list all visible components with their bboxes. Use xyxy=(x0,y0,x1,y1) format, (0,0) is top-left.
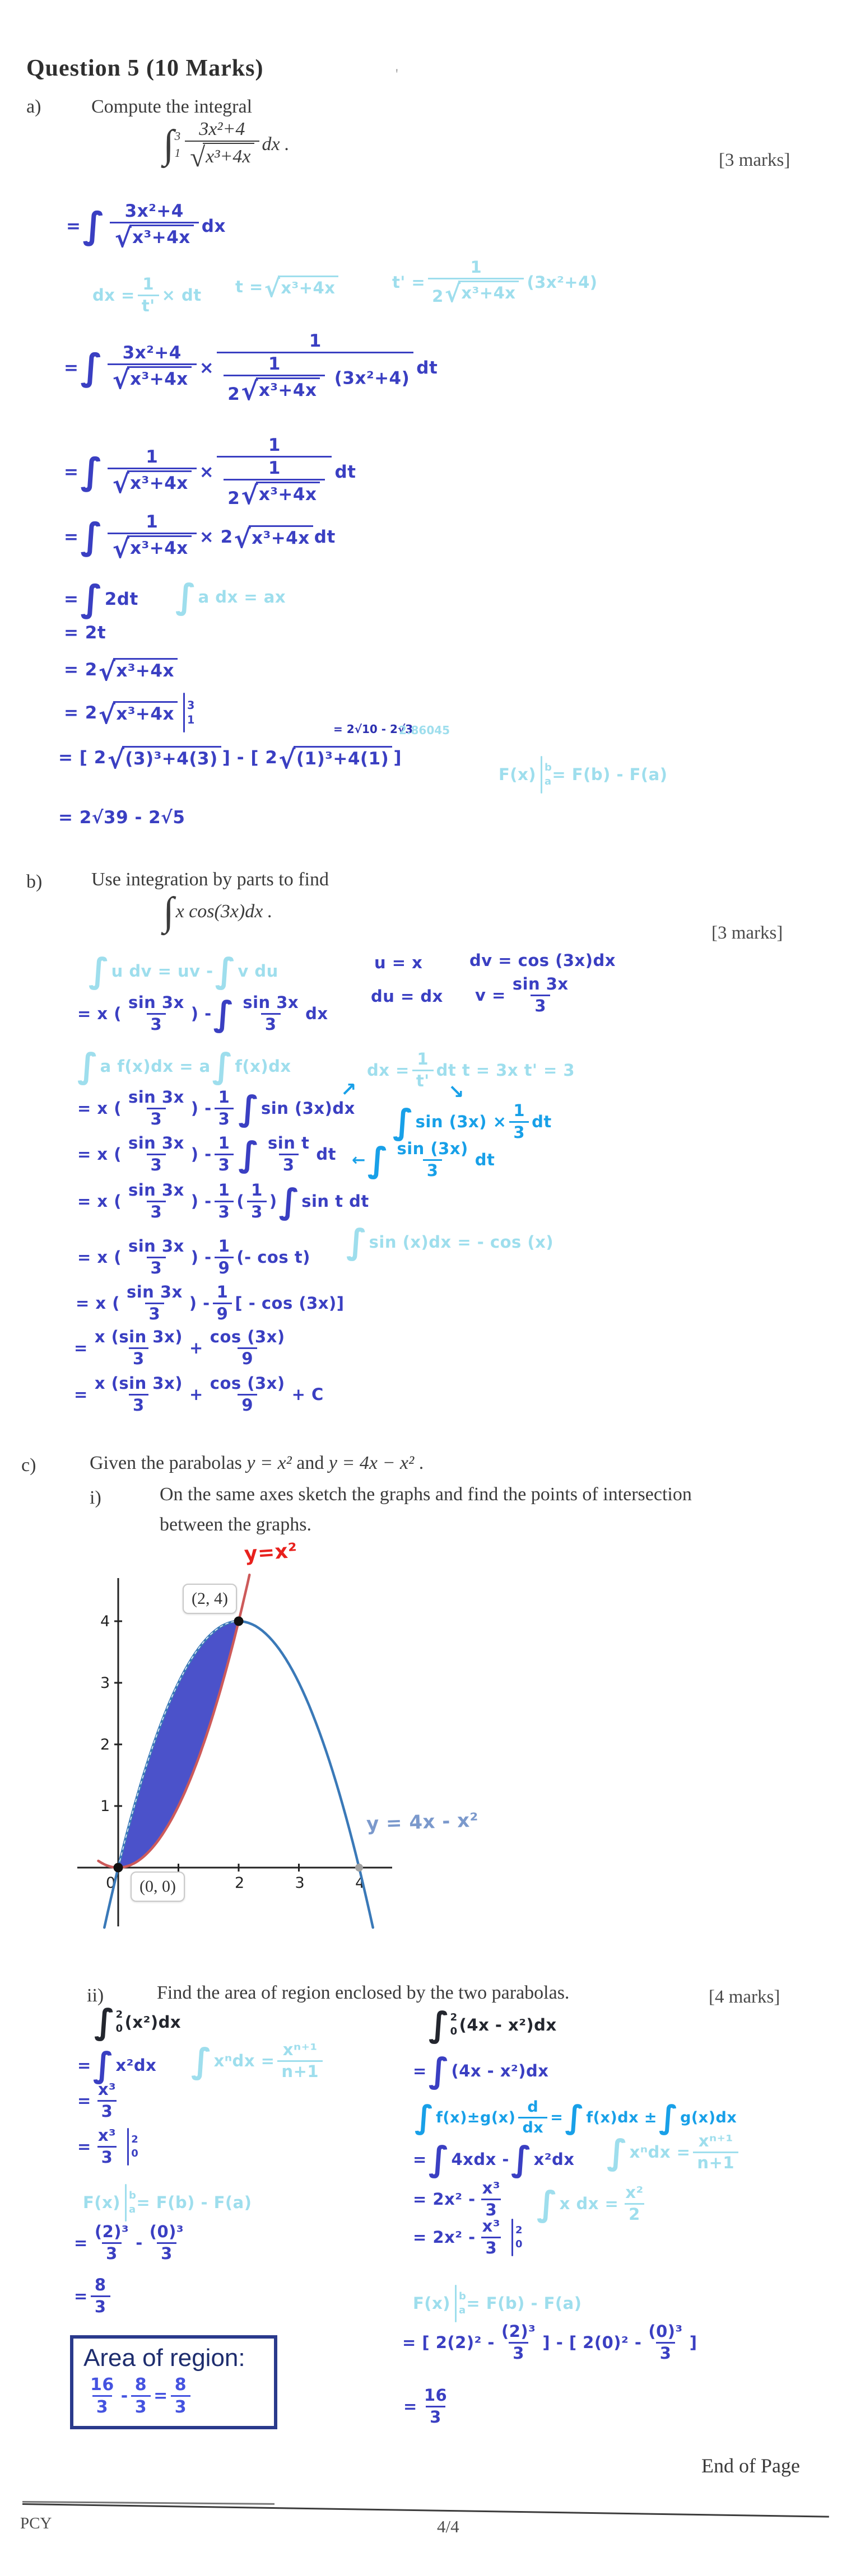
y-tick-label: 3 xyxy=(100,1674,110,1692)
footer-author: PCY xyxy=(20,2514,52,2532)
cii-right-note: F(x) b a = F(b) - F(a) xyxy=(413,2285,582,2322)
scan-artifact: ' xyxy=(396,66,398,82)
b-note-sub: dx = 1 t' dt t = 3x t' = 3 xyxy=(367,1049,575,1090)
y-tick-label: 1 xyxy=(100,1798,110,1815)
part-b-integral: ∫ x cos(3x)dx . xyxy=(163,889,273,934)
cii-right-line: = 2x² - x³ 3 2 0 xyxy=(413,2216,523,2257)
a-work-line: = 2 √ x³+4x xyxy=(64,658,179,682)
part-a-label: a) xyxy=(26,96,41,117)
b-note-ibp: ∫ u dv = uv - ∫ v du xyxy=(89,951,278,991)
a-work-line: = 2 √ x³+4x 3 1 xyxy=(64,693,195,732)
part-c-i-label: i) xyxy=(90,1487,101,1508)
cii-right-line: = 16 3 xyxy=(403,2386,448,2426)
point-label-2-4: (2, 4) xyxy=(183,1584,237,1614)
a-work-line: = [ 2 √ (3)³+4(3) ] - [ 2 √ (1)³+4(1) ] xyxy=(58,744,402,774)
arrow-up-right-icon: ↗ xyxy=(341,1079,357,1101)
point-4-0 xyxy=(355,1864,363,1872)
cii-left-line: = ∫ x²dx xyxy=(77,2045,157,2085)
b-note-const: ∫ a f(x)dx = a ∫ f(x)dx xyxy=(77,1046,291,1086)
a-note-ftc: F(x) b a = F(b) - F(a) xyxy=(499,756,668,794)
a-work-line: = ∫ 1 √ x³+4x × 2 √ x³+4x dt xyxy=(64,512,336,564)
part-c-prompt xyxy=(90,1453,424,1474)
graph-canvas xyxy=(34,1541,538,1933)
cii-right-line: = ∫ (4x - x²)dx xyxy=(413,2051,549,2090)
a-note-decimal: 2.86045 xyxy=(399,724,450,737)
b-work-line: = x ( sin 3x 3 ) - 1 9 (- cos t) xyxy=(77,1236,310,1277)
part-c-ii-marks: [4 marks] xyxy=(709,1987,780,2007)
c-prompt-pre: Given the parabolas xyxy=(90,1453,247,1473)
c-eq1: y = x² xyxy=(246,1453,292,1473)
cii-left-line: = (2)³ 3 - (0)³ 3 xyxy=(74,2222,184,2263)
b-work-line: = x ( sin 3x 3 ) - 1 9 [ - cos (3x)] xyxy=(76,1282,345,1323)
b-work-u: u = x xyxy=(374,953,423,972)
part-a-integral: ∫ 3 1 3x²+4 √ x³+4x dx . xyxy=(163,119,290,172)
cii-right-note: ∫ f(x)±g(x) d dx = ∫ f(x)dx ± ∫ g(x)dx xyxy=(415,2098,737,2136)
b-work-line: = x ( sin 3x 3 ) - 1 3 ( 1 3 ) ∫ sin t dt xyxy=(77,1180,369,1221)
y-tick-label: 4 xyxy=(100,1613,110,1630)
part-a-prompt: Compute the integral xyxy=(91,96,253,117)
part-c-i-text1: On the same axes sketch the graphs and find the points of intersection xyxy=(160,1484,692,1505)
graph-figure xyxy=(34,1541,538,1933)
point-0-0 xyxy=(114,1863,123,1873)
a-note-sub: dx = 1 t' × dt xyxy=(92,274,202,315)
x-tick-label: 3 xyxy=(295,1874,305,1892)
footer-page-number: 4/4 xyxy=(437,2517,459,2536)
cii-right-note: ∫ xⁿdx = xⁿ⁺¹ n+1 xyxy=(605,2132,741,2172)
cii-left-line: ∫ 2 0 (x²)dx xyxy=(94,2002,182,2042)
cii-left-line: = x³ 3 xyxy=(77,2080,117,2121)
b-note-sky1: ∫ sin (3x) × 1 3 dt xyxy=(393,1101,552,1142)
cii-left-note: ∫ xⁿdx = xⁿ⁺¹ n+1 xyxy=(189,2041,325,2081)
a-work-line: = ∫ 3x²+4 √ x³+4x dx xyxy=(66,201,226,254)
a-work-line: = 2t xyxy=(64,623,106,643)
origin-label: 0 xyxy=(106,1874,116,1892)
x-tick-label: 2 xyxy=(235,1874,245,1892)
b-note-sin: ∫ sin (x)dx = - cos (x) xyxy=(346,1222,554,1262)
y-tick-label: 2 xyxy=(100,1736,110,1753)
a-work-line: = ∫ 2dt xyxy=(64,578,138,620)
part-a-marks: [3 marks] xyxy=(719,150,790,170)
x-tick-label: 4 xyxy=(355,1874,365,1892)
a-note-value: = 2√10 - 2√3 xyxy=(333,722,413,736)
arrow-down-right-icon: ↘ xyxy=(448,1081,464,1103)
area-box-title: Area of region: xyxy=(83,2344,245,2372)
area-result-box xyxy=(70,2335,277,2429)
point-label-0-0: (0, 0) xyxy=(131,1872,185,1902)
a-note-t: t = √ x³+4x xyxy=(235,276,339,297)
b-note-sky2: ← ∫ sin (3x) 3 dt xyxy=(352,1139,495,1180)
part-c-ii-label: ii) xyxy=(87,1985,104,2006)
part-b-label: b) xyxy=(26,871,43,892)
b-work-v: v = sin 3x 3 xyxy=(475,974,569,1015)
cii-right-line: = ∫ 4xdx - ∫ x²dx xyxy=(413,2139,575,2179)
cii-left-note: F(x) b a = F(b) - F(a) xyxy=(83,2184,252,2222)
c-and: and xyxy=(291,1453,329,1473)
area-box-math: 16 3 - 8 3 = 8 3 xyxy=(83,2376,274,2416)
b-work-du: du = dx xyxy=(371,987,443,1006)
cii-right-line: ∫ 2 0 (4x - x²)dx xyxy=(429,2005,557,2045)
b-work-line: = x ( sin 3x 3 ) - 1 3 ∫ sin (3x)dx xyxy=(77,1088,355,1128)
a-work-line: = ∫ 1 √ x³+4x × 1 1 2 √ x³+4x dt xyxy=(64,435,356,511)
b-work-line: = x (sin 3x) 3 + cos (3x) 9 + C xyxy=(74,1374,324,1415)
part-c-i-text2: between the graphs. xyxy=(160,1514,311,1535)
b-work-line: = x ( sin 3x 3 ) - ∫ sin 3x 3 dx xyxy=(77,993,328,1034)
a-note-rule: ∫ a dx = ax xyxy=(175,577,286,617)
a-note-tprime: t' = 1 2 √ x³+4x (3x²+4) xyxy=(392,258,598,307)
end-of-page: End of Page xyxy=(701,2454,800,2477)
shaded-region xyxy=(118,1621,239,1868)
cii-right-line: = 2x² - x³ 3 xyxy=(413,2178,501,2219)
part-c-label: c) xyxy=(21,1455,36,1476)
b-work-line: = x ( sin 3x 3 ) - 1 3 ∫ sin t 3 dt xyxy=(77,1133,336,1174)
cii-left-line: = x³ 3 2 0 xyxy=(77,2126,139,2167)
a-work-line: = 2√39 - 2√5 xyxy=(58,808,185,828)
footer-scan-line xyxy=(22,2503,829,2518)
page-title: Question 5 (10 Marks) xyxy=(26,55,264,81)
curve-label-blue: y = 4x - x² xyxy=(366,1809,479,1836)
point-2-4 xyxy=(234,1617,244,1626)
a-work-line: = ∫ 3x²+4 √ x³+4x × 1 1 2 √ x³+4x (3x²+4) dt xyxy=(64,331,438,407)
part-b-marks: [3 marks] xyxy=(711,923,783,943)
cii-right-line: = [ 2(2)² - (2)³ 3 ] - [ 2(0)² - (0)³ 3 ] xyxy=(402,2322,697,2363)
c-period: . xyxy=(414,1453,424,1473)
cii-left-line: = 8 3 xyxy=(74,2276,113,2316)
b-work-dv: dv = cos (3x)dx xyxy=(469,951,616,970)
b-work-line: = x (sin 3x) 3 + cos (3x) 9 xyxy=(74,1327,285,1368)
curve-label-red: y=x² xyxy=(243,1539,298,1566)
c-eq2: y = 4x − x² xyxy=(328,1453,415,1473)
part-b-prompt: Use integration by parts to find xyxy=(91,869,329,890)
cii-right-note: ∫ x dx = x² 2 xyxy=(537,2183,644,2224)
part-c-ii-text: Find the area of region enclosed by the two parabolas. xyxy=(157,1982,570,2003)
